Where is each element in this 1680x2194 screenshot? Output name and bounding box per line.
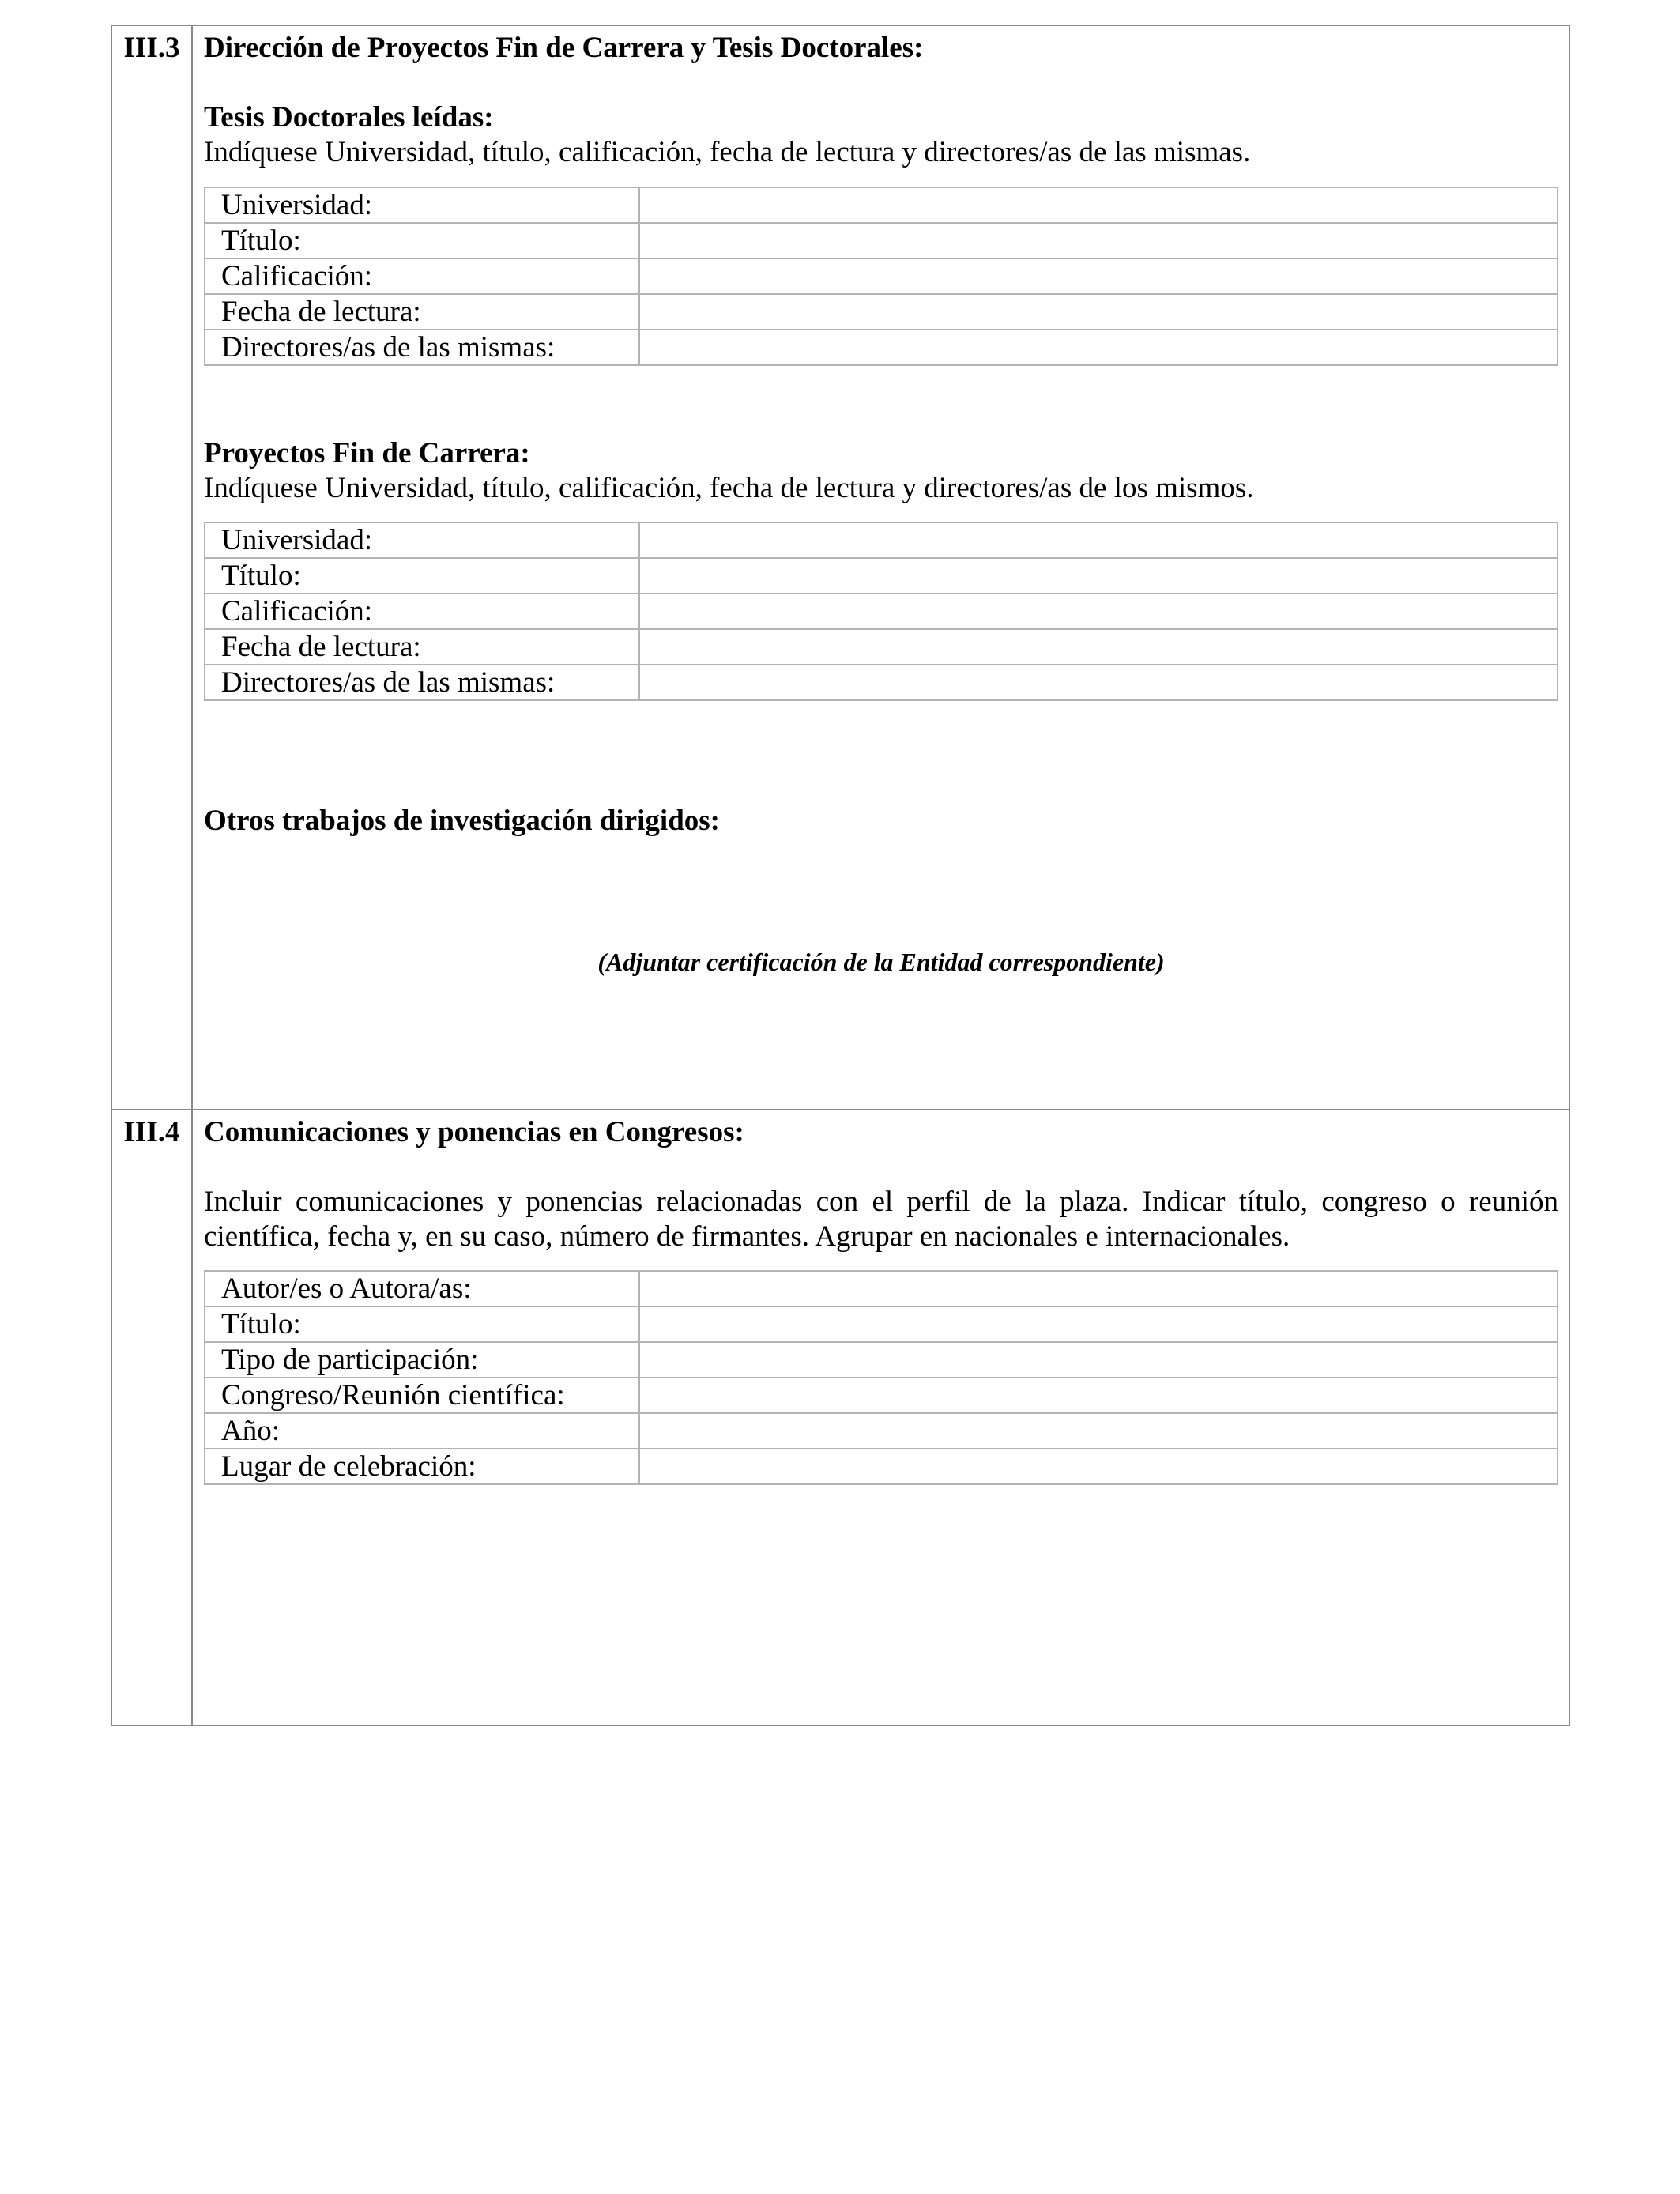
row-label: Fecha de lectura: xyxy=(205,294,639,330)
row-label: Lugar de celebración: xyxy=(205,1449,639,1484)
row-label: Autor/es o Autora/as: xyxy=(205,1271,639,1306)
section-title: Comunicaciones y ponencias en Congresos: xyxy=(204,1116,744,1148)
table-row xyxy=(205,1342,1558,1378)
section-iii-3 xyxy=(111,25,1569,1110)
row-label: Fecha de lectura: xyxy=(205,629,639,665)
tesis-heading: Tesis Doctorales leídas: xyxy=(204,101,494,134)
table-row xyxy=(205,594,1558,629)
value-field[interactable] xyxy=(639,665,1558,700)
value-field[interactable] xyxy=(639,1306,1558,1342)
table-row xyxy=(205,258,1558,294)
otros-heading: Otros trabajos de investigación dirigidos: xyxy=(204,805,720,837)
value-field[interactable] xyxy=(639,1378,1558,1413)
section-content xyxy=(192,25,1569,1110)
value-field[interactable] xyxy=(639,1413,1558,1449)
value-field[interactable] xyxy=(639,1449,1558,1484)
tesis-table xyxy=(204,187,1558,366)
table-row xyxy=(205,330,1558,365)
row-label: Tipo de participación: xyxy=(205,1342,639,1378)
table-row xyxy=(205,629,1558,665)
value-field[interactable] xyxy=(639,1342,1558,1378)
value-field[interactable] xyxy=(639,223,1558,258)
value-field[interactable] xyxy=(639,522,1558,558)
table-row xyxy=(205,522,1558,558)
section-iii-4 xyxy=(111,1110,1569,1725)
table-row xyxy=(205,1306,1558,1342)
value-field[interactable] xyxy=(639,330,1558,365)
certification-note: (Adjuntar certificación de la Entidad correspondiente) xyxy=(597,948,1165,976)
table-row xyxy=(205,1378,1558,1413)
row-label: Título: xyxy=(205,223,639,258)
table-row xyxy=(205,187,1558,223)
value-field[interactable] xyxy=(639,629,1558,665)
row-label: Directores/as de las mismas: xyxy=(205,665,639,700)
congresos-instruction: Incluir comunicaciones y ponencias relacionadas con el perfil de la plaza. Indicar título, congreso o reunión científica, fecha y, en su caso, número de firmantes. Agrupar en nacionales e internacionales. xyxy=(204,1186,1558,1253)
row-label: Título: xyxy=(205,558,639,594)
value-field[interactable] xyxy=(639,558,1558,594)
table-row xyxy=(205,1413,1558,1449)
proyectos-instruction: Indíquese Universidad, título, calificación, fecha de lectura y directores/as de los mismos. xyxy=(204,472,1254,504)
section-title: Dirección de Proyectos Fin de Carrera y Tesis Doctorales: xyxy=(204,32,924,64)
proyectos-table xyxy=(204,522,1558,701)
row-label: Calificación: xyxy=(205,258,639,294)
value-field[interactable] xyxy=(639,258,1558,294)
value-field[interactable] xyxy=(639,294,1558,330)
tesis-instruction: Indíquese Universidad, título, calificación, fecha de lectura y directores/as de las mismas. xyxy=(204,136,1251,168)
table-row xyxy=(205,223,1558,258)
row-label: Directores/as de las mismas: xyxy=(205,330,639,365)
row-label: Universidad: xyxy=(205,522,639,558)
proyectos-heading: Proyectos Fin de Carrera: xyxy=(204,437,530,469)
table-row xyxy=(205,1271,1558,1306)
row-label: Universidad: xyxy=(205,187,639,223)
section-number: III.4 xyxy=(111,1110,192,1725)
value-field[interactable] xyxy=(639,187,1558,223)
form-table xyxy=(111,25,1570,1726)
row-label: Congreso/Reunión científica: xyxy=(205,1378,639,1413)
row-label: Título: xyxy=(205,1306,639,1342)
table-row xyxy=(205,558,1558,594)
row-label: Año: xyxy=(205,1413,639,1449)
table-row xyxy=(205,294,1558,330)
section-number: III.3 xyxy=(111,25,192,1110)
table-row xyxy=(205,665,1558,700)
congresos-table xyxy=(204,1270,1558,1485)
value-field[interactable] xyxy=(639,594,1558,629)
value-field[interactable] xyxy=(639,1271,1558,1306)
row-label: Calificación: xyxy=(205,594,639,629)
table-row xyxy=(205,1449,1558,1484)
section-content xyxy=(192,1110,1569,1725)
